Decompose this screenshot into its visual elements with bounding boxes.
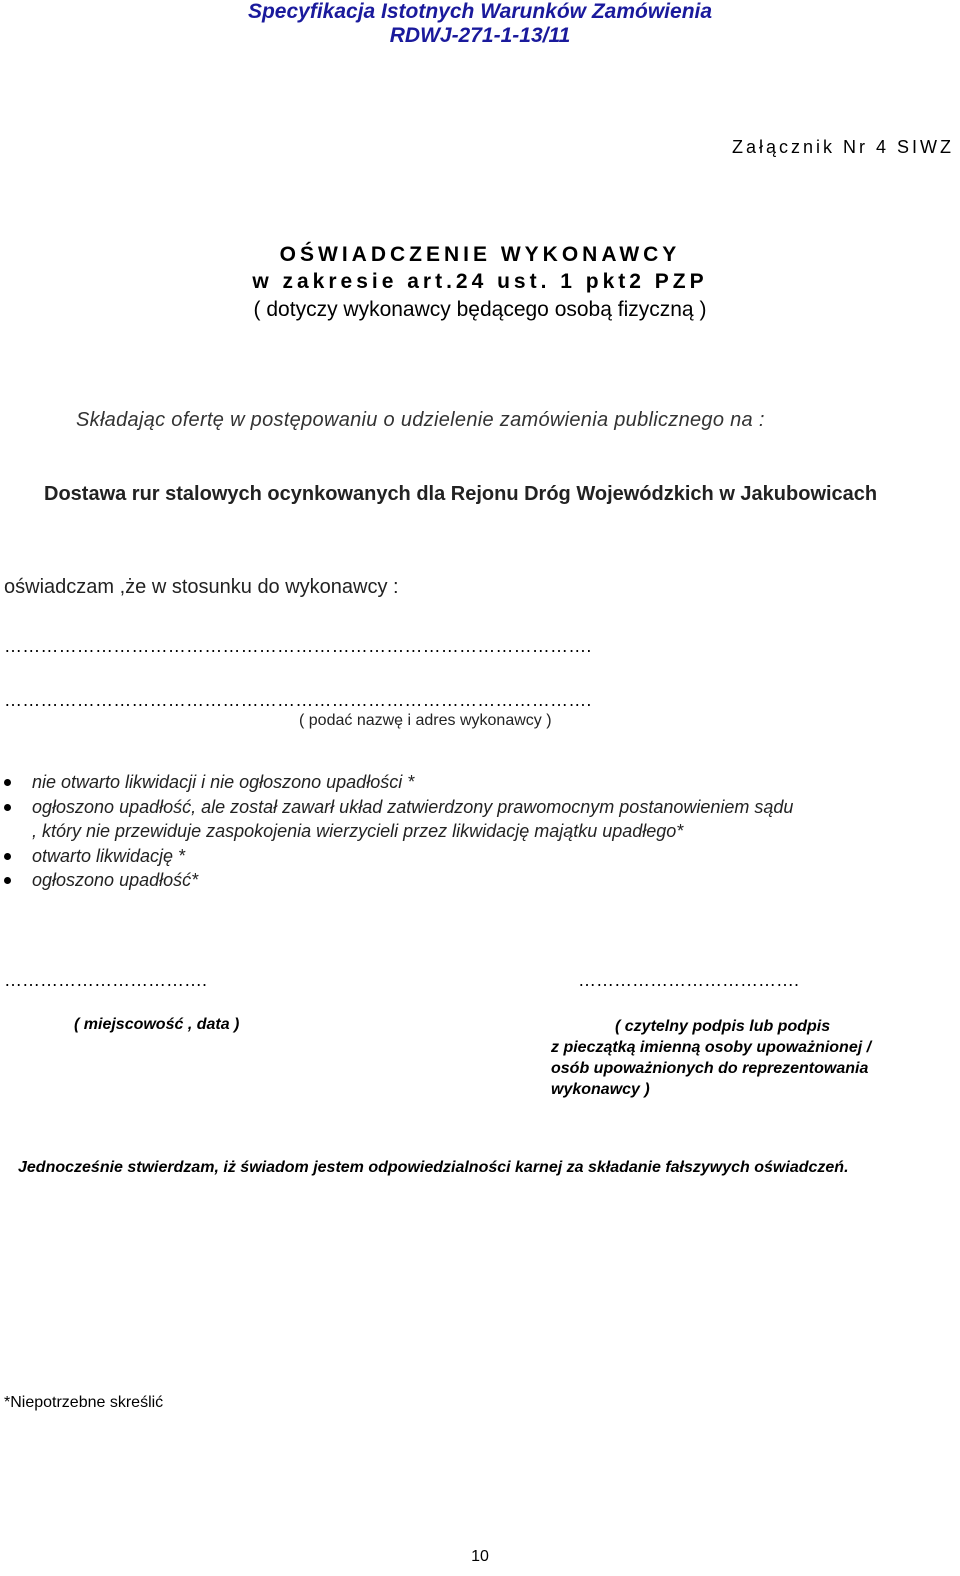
statement-scope: w zakresie art.24 ust. 1 pkt2 PZP [252,270,708,293]
contractor-dotted-line-2: ……………………………………………………………………………………. [4,690,592,710]
place-date-label: ( miejscowość , data ) [74,1016,240,1033]
reference-number: RDWJ-271-1-13/11 [389,24,571,47]
responsibility-statement: Jednocześnie stwierdzam, iż świadom jestem odpowiedzialności karnej za składanie fałszywych oświadczeń. [18,1159,849,1176]
signature-dotted-line: ………………………………. [578,970,800,990]
page-number: 10 [471,1548,489,1565]
procurement-subject: Dostawa rur stalowych ocynkowanych dla Rejonu Dróg Wojewódzkich w Jakubowicach [44,483,878,505]
option-item: ogłoszono upadłość* [0,868,960,893]
statement-title: OŚWIADCZENIE WYKONAWCY [279,243,681,266]
bullet-icon [4,779,11,786]
contractor-dotted-line-1: ……………………………………………………………………………………. [4,636,592,656]
option-item: otwarto likwidację * [0,844,960,869]
option-item: nie otwarto likwidacji i nie ogłoszono upadłości * [0,770,960,795]
option-item-continuation: , który nie przewiduje zaspokojenia wierzycieli przez likwidację majątku upadłego* [32,821,684,841]
spec-title: Specyfikacja Istotnych Warunków Zamówienia [247,0,713,23]
place-date-dotted-line: ……………………………. [4,970,208,990]
bullet-icon [4,877,11,884]
declaration-text: oświadczam ,że w stosunku do wykonawcy : [4,576,399,598]
annex-label: Załącznik Nr 4 SIWZ [731,137,954,157]
bullet-icon [4,853,11,860]
bullet-icon [4,804,11,811]
statement-applies-to: ( dotyczy wykonawcy będącego osobą fizyczną ) [253,298,707,321]
intro-text: Składając ofertę w postępowaniu o udzielenie zamówienia publicznego na : [76,409,765,431]
declaration-options [0,770,960,893]
signature-label: ( czytelny podpis lub podpis z pieczątką imienną osoby upoważnionej / osób upoważnionych do reprezentowania wykonawcy ) [551,1018,872,1098]
footnote: *Niepotrzebne skreślić [4,1394,164,1411]
option-item: ogłoszono upadłość, ale został zawarł układ zatwierdzony prawomocnym postanowieniem sądu [0,795,960,820]
contractor-caption: ( podać nazwę i adres wykonawcy ) [299,712,552,729]
